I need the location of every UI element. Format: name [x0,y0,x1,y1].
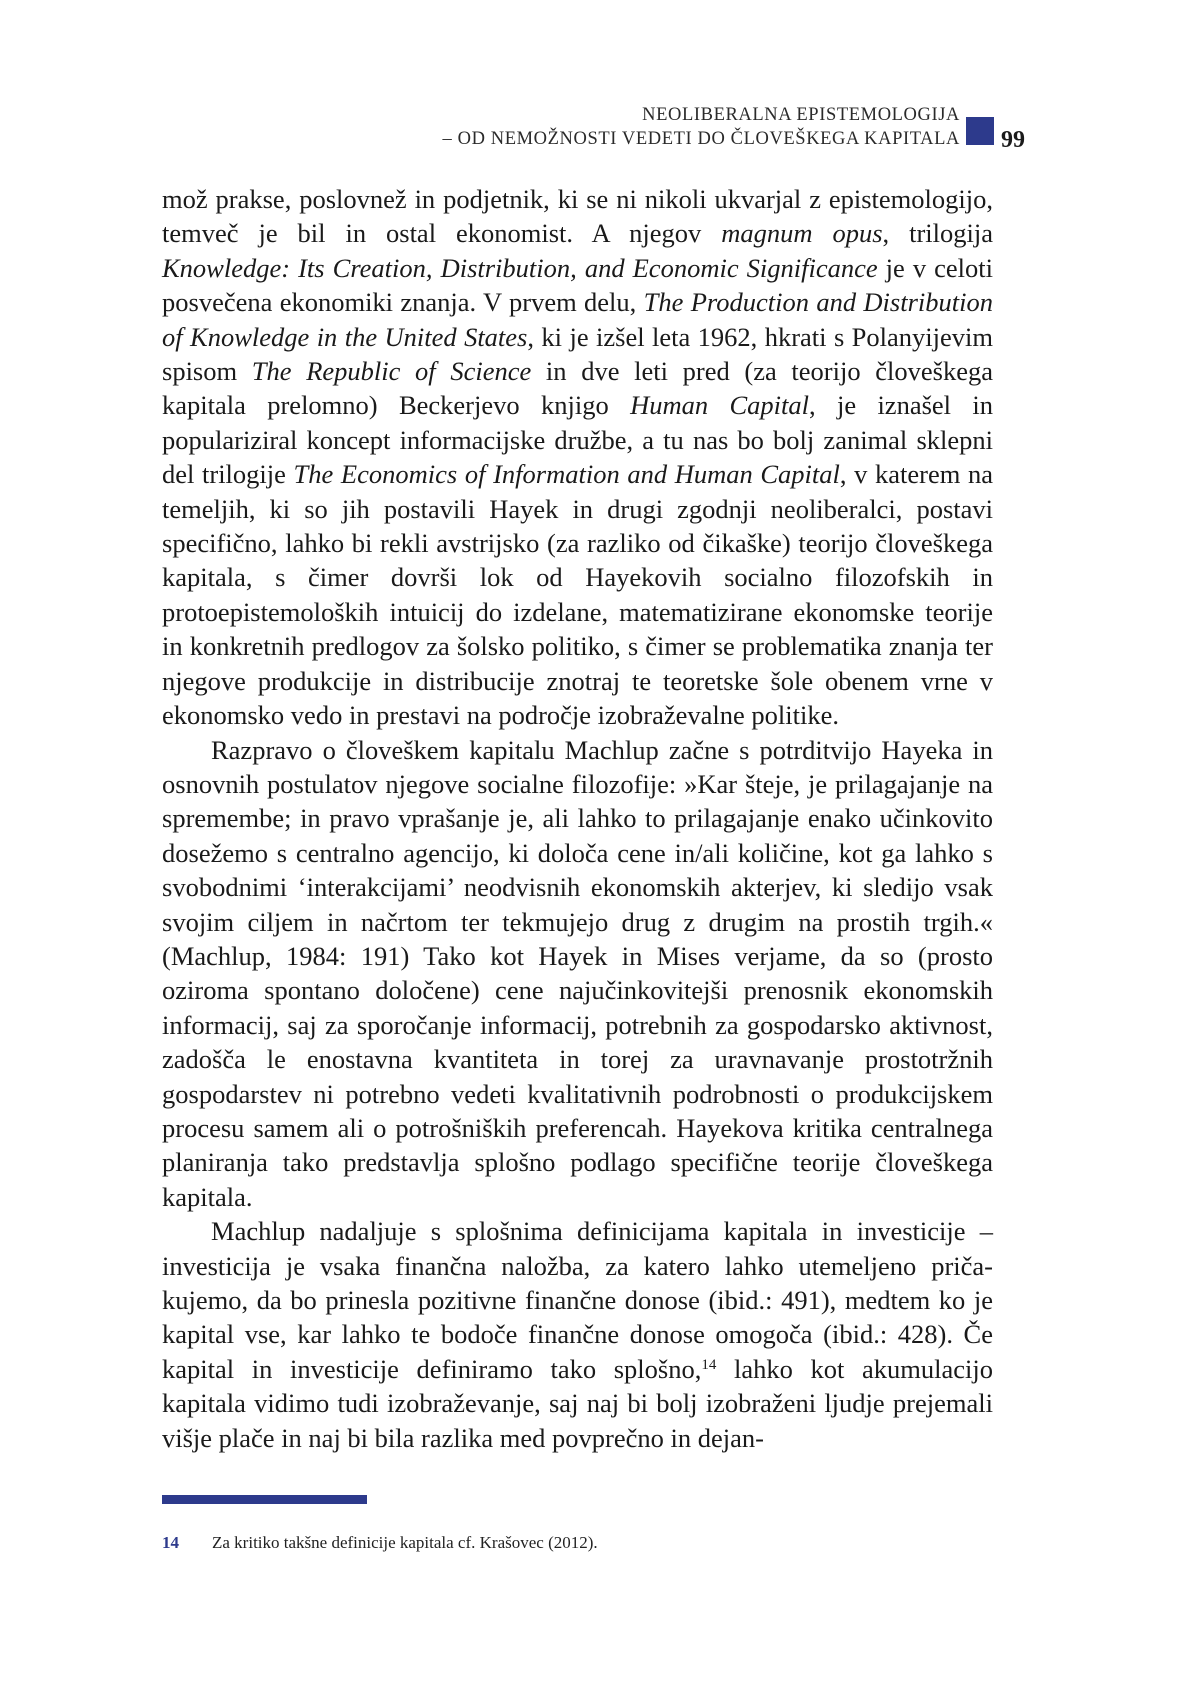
header-marker-block [966,117,994,145]
p1-text-m: , v katerem na temeljih, ki so jih postavili Hayek in drugi zgodnji neoliberalci, postavi specifično, lahko bi rekli avstrijsko (za razliko od čikaške) teorijo človeškega kapitala, s čimer dovrši lok od Hayekovih socialno filozofskih in protoepistemoloških intuicij do izdelane, matematizirane ekonomske teorije in konkretnih predlogov za šolsko politiko, s čimer se problematika znanja ter njegove produkcije in distribucije znotraj te teoretske šole obenem vrne v ekonomsko vedo in prestavi na področje izobraževalne politike. [162,459,993,731]
running-head [443,103,960,151]
paragraph-2: Razpravo o človeškem kapitalu Machlup začne s potrditvijo Hayeka in osnovnih postulatov njegove socialne filozofije: »Kar šteje, je prilagajanje na spremembe; in pravo vprašanje je, ali lahko to prilagajanje enako učinkovito dosežemo s centralno agencijo, ki določa cene in/ali količine, kot ga lahko s svobodnimi ‘interakcijami’ neodvisnih ekonomskih akterjev, ki sledijo vsak svojim ciljem in načrtom ter tekmujejo drug z drugim na prostih trgih.« (Machlup, 1984: 191) Tako kot Hayek in Mises verjame, da so (prosto oziroma spontano določene) cene najučinkovitejši prenosnik ekonomskih informacij, saj za sporočanje informacij, potrebnih za gospodarsko aktivnost, zadošča le enostavna kvantiteta in torej za uravnavanje prostotržnih gospodarstev ni potrebno vedeti kvalitativnih podrobnosti o produkcijskem procesu samem ali o potrošniških preferencah. Hayekova kritika centralnega planiranja tako predstavlja splošno podlago specifične teorije človeškega kapitala. [162,734,993,1212]
footnote-reference[interactable]: 14 [701,1356,717,1373]
p1-text-i: in dve leti pred (za teorijo človeškega kapitala prelomno) Beckerjevo knjigo [162,356,993,421]
p1-italic-republic-title: The Republic of Science [251,356,532,387]
p1-italic-human-capital-title: Human Capital [630,390,809,421]
footnote [162,1532,993,1554]
footnote-text: Za kritiko takšne definicije kapitala cf. Krašovec (2012). [212,1533,598,1552]
paragraph-3 [162,1214,993,1455]
p3-text-b: lahko kot akumulacijo kapitala vidimo tudi izobraževanje, saj naj bi bolj izobraženi ljudje prejemali višje plače in naj bi bila razlika med povprečno in dejan- [162,1353,993,1453]
running-head-line-1: NEOLIBERALNA EPISTEMOLOGIJA [642,105,960,125]
page-number: 99 [1001,127,1025,153]
p1-italic-production-title: The Production and Distribution of Knowledge in the United States [162,287,993,352]
p1-text-a: mož prakse, poslovnež in podjetnik, ki se ni nikoli ukvarjal z epistemologijo, temveč je bil in ostal ekonomist. A njegov [162,184,993,249]
p1-italic-knowledge-title: Knowledge: Its Creation, Distribution, and Economic Significance [162,252,878,283]
p1-text-g: , ki je izšel leta 1962, hkrati s Polanyijevim spisom [162,321,993,387]
paragraph-1 [162,182,993,733]
p3-text-a: Machlup nadaljuje s splošnima definicijama kapitala in investicije – investicija je vsaka finančna naložba, za katero lahko utemeljeno pričakujemo, da bo prinesla pozitivne finančne donose (ibid.: 491), medtem ko je kapital vse, kar lahko te bodoče finančne donose omogoča (ibid.: 428). Če kapital in investicije definiramo tako splošno, [162,1216,993,1384]
p1-text-e: je v celoti posvečena ekonomiki znanja. V prvem delu, [162,252,993,318]
p1-text-k: , je iznašel in populariziral koncept informacijske družbe, a tu nas bo bolj zanimal sklepni del trilogije [162,390,993,490]
p1-text-c: , trilogija [882,218,994,249]
p1-italic-magnum-opus: magnum opus [721,218,883,249]
footnote-separator [162,1495,367,1504]
p1-italic-economics-title: The Economics of Information and Human Capital [293,459,840,490]
body-text [162,182,993,1455]
footnote-number: 14 [162,1533,179,1552]
running-head-line-2: – OD NEMOŽNOSTI VEDETI DO ČLOVEŠKEGA KAPITALA [442,129,960,149]
